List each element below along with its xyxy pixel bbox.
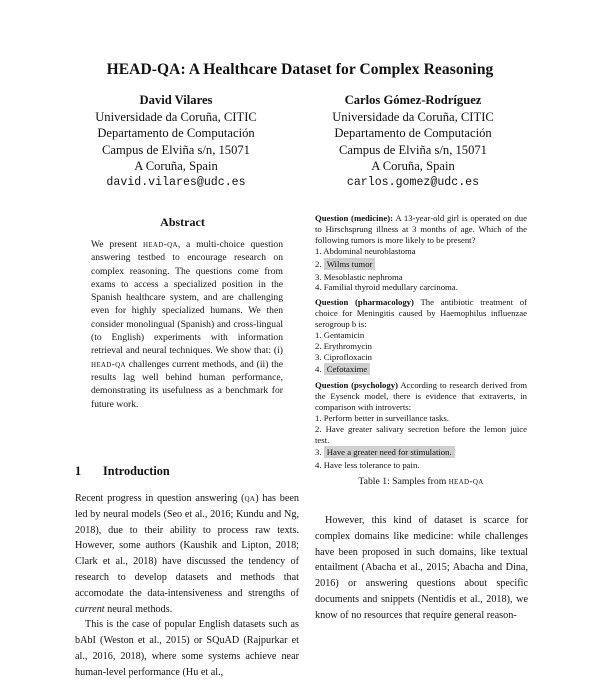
intro-paragraph-2: This is the case of popular English datasets such as bAbI (Weston et al., 2015) or SQuAD (Rajpurkar et al., 2016, 2018), where some systems achieve near human-level performance (Hu et al., xyxy=(75,619,299,678)
author-email: carlos.gomez@udc.es xyxy=(346,175,480,189)
answer-option: 3. Ciprofloxacin xyxy=(315,351,372,362)
answer-option: 1. Perform better in surveillance tasks. xyxy=(315,412,449,423)
author-block-1 xyxy=(46,92,306,191)
correct-answer-option: 2. Wilms tumor xyxy=(315,259,527,270)
author-affiliation: Universidade da Coruña, CITIC xyxy=(95,109,257,124)
section-heading: 1 Introduction xyxy=(75,464,170,478)
answer-option: 4. Have less tolerance to pain. xyxy=(315,460,420,471)
author-name: Carlos Gómez-Rodríguez xyxy=(344,93,482,107)
answer-option: 1. Gentamicin xyxy=(315,329,365,340)
question-sample-pharmacology: Question (pharmacology) The antibiotic treatment of choice for Meningitis caused by Haemophilus influenzae serogroup b is: 1. Gentamicin 2. Erythromycin 3. Ciprofloxacin 4. Cefotaxime xyxy=(315,297,527,375)
table-caption: Table 1: Samples from head-qa xyxy=(358,476,484,487)
question-sample-psychology: Question (psychology) According to research derived from the Eysenck model, there is evidence that extraverts, in comparison with introverts: 1. Perform better in surveillance tasks. 2. Have greater salivary secretion before the lemon juice test. 3. Have a greater need for stimulation. 4. Have less tolerance to pain. xyxy=(315,380,527,471)
answer-option: 4. Familial thyroid medullary carcinoma. xyxy=(315,282,458,293)
author-city: A Coruña, Spain xyxy=(371,159,455,173)
author-department: Departamento de Computación xyxy=(334,126,492,140)
introduction-text xyxy=(75,491,299,681)
author-department: Departamento de Computación xyxy=(97,126,255,140)
body-paragraph: However, this kind of dataset is scarce for complex domains like medicine: while challenges have been proposed in such domains, like textual entailment (Abacha et al., 2015; Abacha and Dina, 2016) or answering questions about specific documents and snippets (Nentidis et al., 2018), we know of no resources that require general reason- xyxy=(315,515,528,621)
correct-answer-option: 3. Have a greater need for stimulation. xyxy=(315,447,527,458)
answer-option: 3. Mesoblastic nephroma xyxy=(315,271,403,282)
correct-answer-option: 4. Cefotaxime xyxy=(315,364,527,375)
author-name: David Vilares xyxy=(139,93,213,107)
author-email: david.vilares@udc.es xyxy=(106,175,246,189)
answer-option: 2. Erythromycin xyxy=(315,340,372,351)
author-affiliation: Universidade da Coruña, CITIC xyxy=(332,109,494,124)
question-sample-medicine: Question (medicine): A 13-year-old girl is operated on due to Hirschsprung illness at 3 months of age. Which of the following tumors is more likely to be present? 1. Abdominal neuroblastoma 2. Wilms tumor 3. Mesoblastic nephroma 4. Familial thyroid medullary carcinoma. xyxy=(315,213,527,293)
abstract-text: We present head-qa, a multi-choice question answering testbed to encourage research on complex reasoning. The questions come from exams to access a specialized position in the Spanish healthcare system, and are challenging even for highly specialized humans. We then consider monolingual (Spanish) and cross-lingual (to English) experiments with information retrieval and neural techniques. We show that: (i) head-qa challenges current methods, and (ii) the results lag well behind human performance, demonstrating its usefulness as a benchmark for future work. xyxy=(91,239,283,410)
author-address: Campus de Elviña s/n, 15071 xyxy=(102,142,250,157)
author-city: A Coruña, Spain xyxy=(134,159,218,173)
answer-option: 1. Abdominal neuroblastoma xyxy=(315,245,416,256)
paper-title: HEAD-QA: A Healthcare Dataset for Complex Reasoning xyxy=(106,61,494,78)
abstract-heading: Abstract xyxy=(160,215,205,229)
intro-paragraph-1: Recent progress in question answering (qa) has been led by neural models (Seo et al., 2016; Kundu and Ng, 2018), due to their ability to process raw texts. However, some authors (Kaushik and Lipton, 2018; Clark et al., 2018) have discussed the tendency of research to develop datasets and methods that accomodate the data-intensiveness and strengths of current neural methods. xyxy=(75,493,299,615)
author-block-2 xyxy=(283,92,543,191)
answer-option: 2. Have greater salivary secretion before the lemon juice test. xyxy=(315,423,527,445)
author-address: Campus de Elviña s/n, 15071 xyxy=(339,142,487,157)
body-text-right xyxy=(315,513,528,624)
